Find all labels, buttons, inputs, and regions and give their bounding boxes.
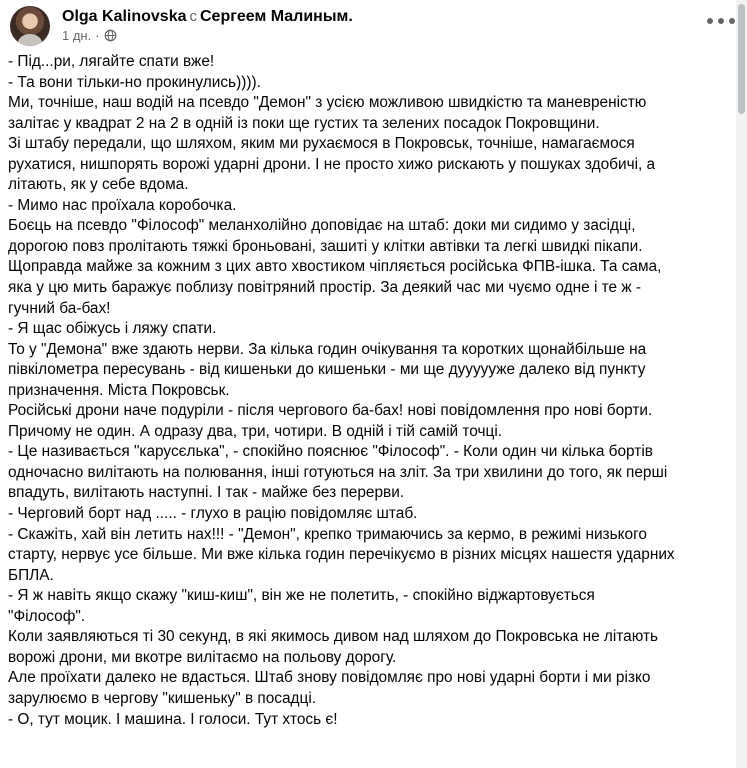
post-meta [62, 28, 117, 43]
post-text-line: Але проїхати далеко не вдасться. Штаб знову повідомляє про нові ударні борти і ми різко [8, 669, 651, 687]
post-text-line: впадуть, вилітають наступні. І так - майже без перерви. [8, 484, 405, 502]
post-text-line: - Під...ри, лягайте спати вже! [8, 53, 215, 70]
globe-icon[interactable] [104, 29, 117, 42]
post-text-line: Щоправда майже за кожним з цих авто хвостиком чіпляється російська ФПВ-ішка. Та сама, [8, 258, 662, 276]
post-text-line: рухатися, нишпорять ворожі ударні дрони. І не просто хижо рискають у пошуках здобичі, а [8, 155, 656, 173]
author-avatar[interactable] [10, 6, 50, 46]
post-text-line: Коли заявляються ті 30 секунд, в які якимось дивом над шляхом до Покровська не літають [8, 628, 659, 646]
post-text-line: - Мимо нас проїхала коробочка. [8, 196, 237, 214]
post-header [8, 4, 707, 48]
scrollbar[interactable] [736, 0, 747, 768]
meta-separator: · [95, 28, 100, 43]
post-text-line: Боєць на псевдо "Філософ" меланхолійно доповідає на штаб: доки ми сидимо у засідці, [8, 217, 636, 235]
with-word: с [189, 8, 197, 25]
post-authors [62, 7, 353, 27]
post-text-line: призначення. Міста Покровськ. [8, 381, 230, 399]
post-text-line: То у "Демона" вже здають нерви. За кілька годин очікування та коротких щонайбільше на [8, 340, 647, 358]
post-body-text [8, 52, 732, 730]
post-text-line: - Черговий борт над ..... - глухо в рацію повідомляє штаб. [8, 505, 418, 523]
post-text-line: гучний ба-бах! [8, 299, 111, 317]
post-text-line: зарулюємо в чергову "кишеньку" в посадці. [8, 689, 317, 707]
post-text-line: дорогою повз пролітають тяжкі броньовані, зашиті у клітки автівки та легкі швидкі пікапи. [8, 237, 643, 255]
post-text-line: яка у цю мить баражує поблизу повітряний простір. За деякий час ми чуємо одне і те ж - [8, 279, 642, 297]
post-text-line: одночасно вилітають на полювання, інші готуються на зліт. За три хвилини до того, як перші [8, 463, 668, 481]
scrollbar-thumb[interactable] [738, 4, 745, 114]
post-text-line: ворожі дрони, ми вкотре вилітаємо на польову дорогу. [8, 648, 397, 666]
post-text-line: півкілометра пересувань - від кишеньки до кишеньки - ми ще дуууууже далеко від пункту [8, 361, 646, 379]
post-text-line: Причому не один. А одразу два, три, чотири. В одній і тій самій точці. [8, 422, 503, 440]
more-options-icon[interactable] [707, 14, 735, 28]
post-text-line: старту, нервує усе більше. Ми вже кілька годин перечікуємо в різних місцях нашестя ударних [8, 546, 675, 564]
author-name-link[interactable]: Olga Kalinovska [62, 8, 187, 25]
post-text-line: - Я ж навіть якщо скажу "киш-киш", він же не полетить, - спокійно віджартовується [8, 587, 595, 605]
post-text-line: - Та вони тільки-но прокинулись)))). [8, 73, 261, 91]
header-period: . [348, 8, 353, 25]
tagged-person-link[interactable]: Сергеем Малиным [200, 8, 349, 25]
post-text-line: - Скажіть, хай він летить нах!!! - "Демон", крепко тримаючись за кермо, в режимі низького [8, 525, 647, 543]
post-text-line: літають, як у себе вдома. [8, 176, 189, 194]
post-text-line: БПЛА. [8, 566, 54, 584]
post-text-line: - Це називається "карусєлька", - спокійно пояснює "Філософ". - Коли один чи кілька бортів [8, 443, 653, 461]
post-text-line: Зі штабу передали, що шляхом, яким ми рухаємося в Покровськ, точніше, намагаємося [8, 135, 635, 153]
post-text-line: Ми, точніше, наш водій на псевдо "Демон" з усією можливою швидкістю та маневреністю [8, 94, 647, 112]
post-text-line: "Філософ". [8, 607, 86, 625]
post-text-line: - Я щас обіжусь і ляжу спати. [8, 320, 217, 338]
post-text-line: Російські дрони наче подуріли - після чергового ба-бах! нові повідомлення про нові борти. [8, 402, 653, 420]
post-timestamp-link[interactable]: 1 дн. [62, 28, 92, 43]
post-text-line: залітає у квадрат 2 на 2 в одній із поки ще густих та зелених посадок Покровщини. [8, 114, 600, 132]
post-text-line: - О, тут моцик. І машина. І голоси. Тут хтось є! [8, 710, 338, 728]
